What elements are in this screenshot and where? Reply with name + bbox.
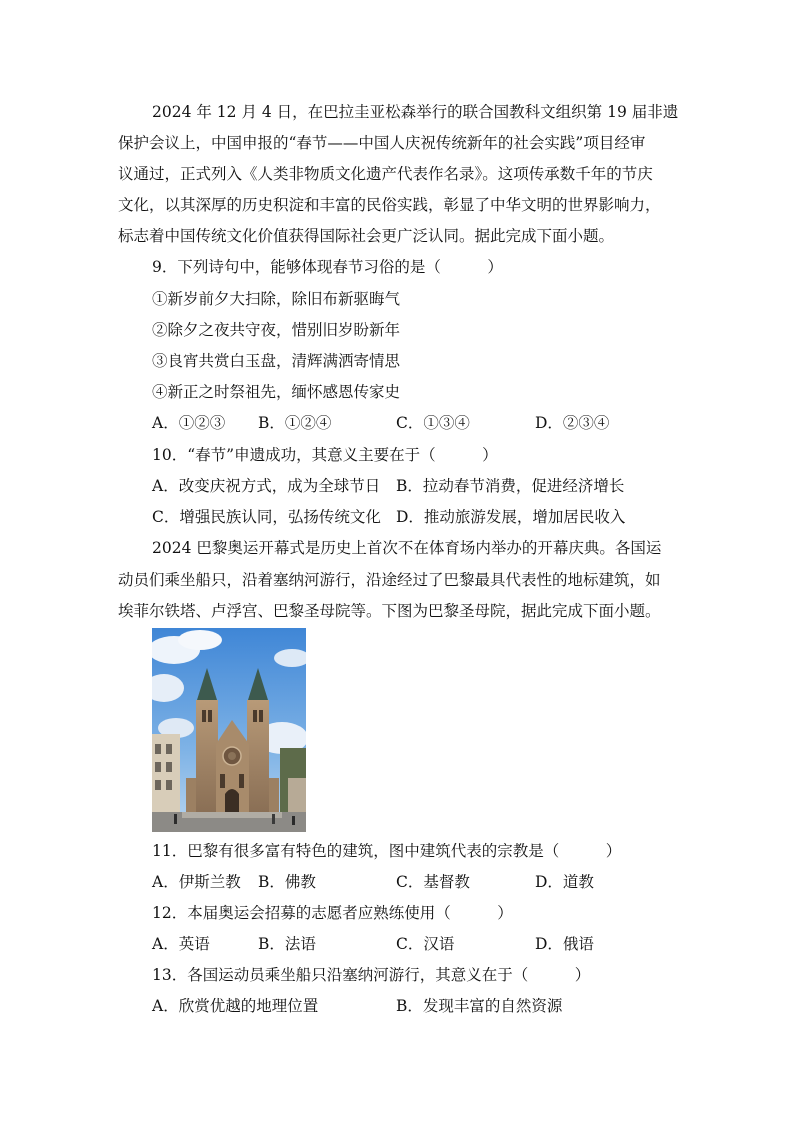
q11-option-c: C．基督教 [396,873,470,891]
q11-option-b: B．佛教 [258,873,316,891]
q12-option-d: D．俄语 [535,935,594,953]
q9-option-b: B．①②④ [258,414,332,432]
passage1-line-1: 2024 年 12 月 4 日，在巴拉圭亚松森举行的联合国教科文组织第 19 届非遗 [152,103,679,121]
cathedral-photo [152,628,306,832]
q13-option-b: B．发现丰富的自然资源 [396,997,563,1015]
q10-option-c: C．增强民族认同，弘扬传统文化 [152,508,381,526]
q13-stem: 13．各国运动员乘坐船只沿塞纳河游行，其意义在于（ ） [152,966,591,984]
q9-statement-3: ③良宵共赏白玉盘，清辉满洒寄情思 [152,352,401,370]
q9-statement-4: ④新正之时祭祖先，缅怀感恩传家史 [152,383,401,401]
passage2-line-2: 动员们乘坐船只，沿着塞纳河游行，沿途经过了巴黎最具代表性的地标建筑，如 [118,571,661,589]
q12-option-b: B．法语 [258,935,316,953]
q10-option-d: D．推动旅游发展，增加居民收入 [396,508,626,526]
q9-option-d: D．②③④ [535,414,610,432]
passage1-line-4: 文化，以其深厚的历史积淀和丰富的民俗实践，彰显了中华文明的世界影响力， [118,196,661,214]
passage1-line-2: 保护会议上，中国申报的“春节——中国人庆祝传统新年的社会实践”项目经审 [118,134,646,152]
q10-option-a: A．改变庆祝方式，成为全球节日 [152,477,381,495]
q10-stem: 10．“春节”申遗成功，其意义主要在于（ ） [152,446,498,464]
passage2-line-1: 2024 巴黎奥运开幕式是历史上首次不在体育场内举办的开幕庆典。各国运 [152,539,662,557]
q9-stem: 9．下列诗句中，能够体现春节习俗的是（ ） [152,258,503,276]
q9-option-c: C．①③④ [396,414,470,432]
q9-statement-1: ①新岁前夕大扫除，除旧布新驱晦气 [152,290,401,308]
q13-option-a: A．欣赏优越的地理位置 [152,997,319,1015]
q12-stem: 12．本届奥运会招募的志愿者应熟练使用（ ） [152,904,513,922]
q11-option-a: A．伊斯兰教 [152,873,241,891]
passage2-line-3: 埃菲尔铁塔、卢浮宫、巴黎圣母院等。下图为巴黎圣母院，据此完成下面小题。 [118,602,661,620]
passage1-line-5: 标志着中国传统文化价值获得国际社会更广泛认同。据此完成下面小题。 [118,227,615,245]
q9-statement-2: ②除夕之夜共守夜，惜别旧岁盼新年 [152,321,401,339]
q10-option-b: B．拉动春节消费，促进经济增长 [396,477,625,495]
q12-option-c: C．汉语 [396,935,455,953]
q11-option-d: D．道教 [535,873,594,891]
q9-option-a: A．①②③ [152,414,226,432]
q11-stem: 11．巴黎有很多富有特色的建筑，图中建筑代表的宗教是（ ） [152,842,622,860]
q12-option-a: A．英语 [152,935,210,953]
passage1-line-3: 议通过，正式列入《人类非物质文化遗产代表作名录》。这项传承数千年的节庆 [118,165,653,183]
